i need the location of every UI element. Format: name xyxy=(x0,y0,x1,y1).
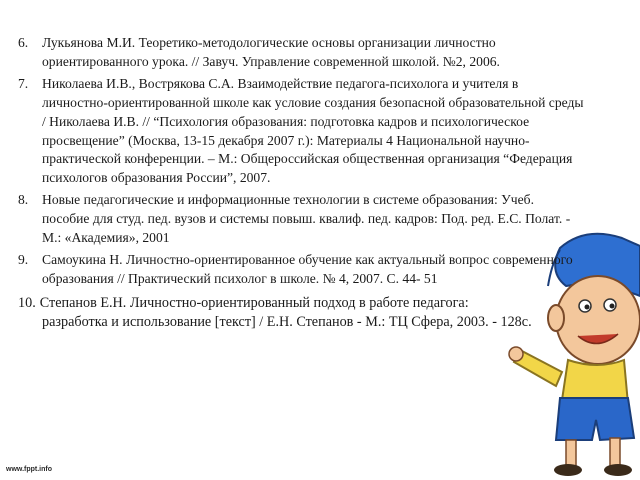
reference-item-7 xyxy=(18,75,584,188)
reference-item-9 xyxy=(18,251,584,289)
reference-text: Новые педагогические и информационные технологии в системе образования: Учеб. пособие для студ. пед. вузов и системы повыш. квалиф. пед. кадров: Под. ред. Е.С. Полат. - М.: «Академия», 2001 xyxy=(42,192,571,246)
reference-text: Лукьянова М.И. Теоретико-методологические основы организации личностно ориентированного урока. // Завуч. Управление современной школой. №2, 2006. xyxy=(42,35,500,69)
reference-item-6 xyxy=(18,34,584,72)
reference-list xyxy=(18,34,584,335)
reference-number: 7. xyxy=(18,75,29,91)
reference-item-8 xyxy=(18,191,584,248)
reference-number: 9. xyxy=(18,251,29,267)
reference-number: 10. xyxy=(18,294,36,311)
reference-item-10 xyxy=(18,294,584,332)
footer-watermark: www.fppt.info xyxy=(6,466,53,473)
reference-number: 8. xyxy=(18,192,29,208)
reference-text-first-line: Степанов Е.Н. Личностно-ориентированный подход в работе педагога: xyxy=(39,294,469,311)
reference-text: Самоукина Н. Личностно-ориентированное обучение как актуальный вопрос современного образования // Практический психолог в школе. № 4, 2007. С. 44- 51 xyxy=(42,251,573,286)
reference-text: Николаева И.В., Вострякова С.А. Взаимодействие педагога-психолога и учителя в личностно-ориентированной школе как условие создания безопасной образовательной среды / Николаева И.В. // “Психология образования: подготовка кадров и психологическое просвещение” (Москва, 13-15 декабря 2007 г.): Материалы 4 Национальной научно-практической конференции. – М.: Общероссийская общественная организация “Федерация психологов образования России”, 2007. xyxy=(42,75,584,186)
reference-text-continuation: разработка и использование [текст] / Е.Н. Степанов - М.: ТЦ Сфера, 2003. - 128с. xyxy=(42,313,532,330)
reference-number: 6. xyxy=(18,35,29,50)
